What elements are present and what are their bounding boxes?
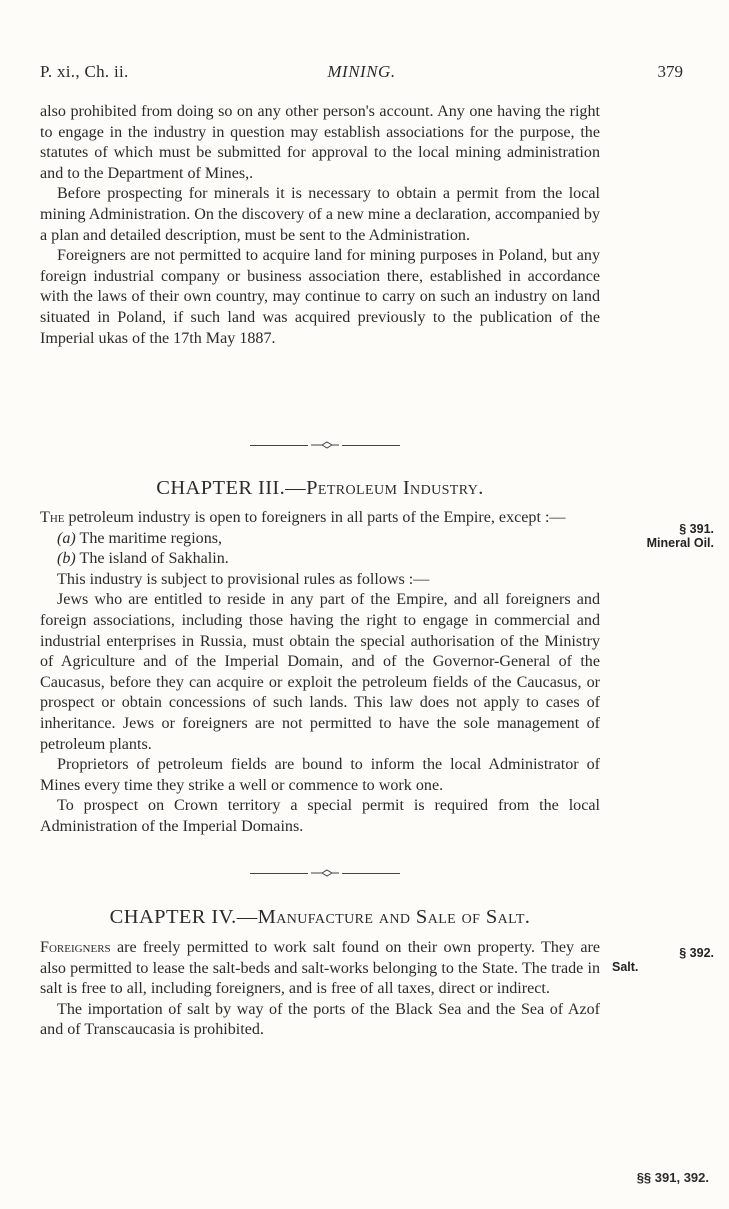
- section-number: § 391.: [679, 522, 714, 536]
- part-chapter-reference: P. xi., Ch. ii.: [40, 62, 129, 81]
- paragraph: Proprietors of petroleum fields are bound to inform the local Administrator of Mines every time they strike a well or commence to work one.: [40, 756, 600, 794]
- chapter-3-heading: [40, 477, 600, 500]
- section-number: § 392.: [679, 946, 714, 960]
- petroleum-industry-text: [40, 508, 600, 838]
- margin-note-392: [606, 946, 714, 974]
- list-item-text: The island of Sakhalin.: [75, 550, 229, 568]
- intro-text: are freely permitted to work salt found on their own property. They are also permitted to lease the salt-beds and salt-works belonging to the State. The trade in salt is free to all, including foreigners, and is free of all taxes, direct or indirect.: [40, 939, 600, 998]
- list-item: [40, 549, 600, 570]
- running-title: MINING.: [327, 62, 396, 81]
- chapter-4-intro: [40, 938, 600, 1000]
- chapter-3-intro: [40, 508, 600, 529]
- lead-word: The: [40, 509, 65, 526]
- intro-text: petroleum industry is open to foreigners in all parts of the Empire, except :—: [64, 509, 566, 526]
- paragraph: The importation of salt by way of the ports of the Black Sea and the Sea of Azof and of Transcaucasia is prohibited.: [40, 1000, 600, 1039]
- lead-word: Foreigners: [40, 939, 111, 956]
- list-item-text: The maritime regions,: [75, 529, 223, 547]
- footer-section-references: §§ 391, 392.: [636, 1170, 709, 1185]
- section-divider: [250, 440, 400, 452]
- paragraph: also prohibited from doing so on any other person's account. Any one having the right to engage in the industry in question may establish associations for the purpose, the statutes of which must be submitted for approval to the local mining administration and to the Department of Mines,.: [40, 103, 600, 182]
- paragraph: Before prospecting for minerals it is necessary to obtain a permit from the local mining Administration. On the discovery of a new mine a declaration, accompanied by a plan and detailed description, must be sent to the Administration.: [40, 185, 600, 244]
- section-label: Salt.: [612, 960, 639, 974]
- section-label: Mineral Oil.: [646, 536, 714, 550]
- divider-ornament-icon: [310, 440, 340, 450]
- page-number: 379: [657, 62, 683, 81]
- paragraph: This industry is subject to provisional rules as follows :—: [57, 570, 430, 588]
- running-header: [40, 62, 683, 86]
- paragraph: Jews who are entitled to reside in any part of the Empire, and all foreigners and foreign associations, including those having the right to engage in commercial and industrial enterprises in Russia, must obtain the special authorisation of the Ministry of Agriculture and of the Imperial Domain, and of the Governor-General of the Caucasus, before they can acquire or exploit the petroleum fields of the Caucasus, or prospect or obtain concessions of such lands. This law does not apply to cases of inheritance. Jews or foreigners are not permitted to have the sole management of petroleum plants.: [40, 591, 600, 753]
- chapter-3-number: CHAPTER III.—: [156, 477, 307, 499]
- paragraph: Foreigners are not permitted to acquire land for mining purposes in Poland, but any foreign industrial company or business association there, established in accordance with the laws of their own country, may continue to carry on such an industry on land situated in Poland, if such land was acquired previously to the publication of the Imperial ukas of the 17th May 1887.: [40, 247, 600, 347]
- chapter-3-title: Petroleum Industry.: [306, 477, 484, 499]
- salt-text: [40, 938, 600, 1041]
- list-item-label: (a): [57, 529, 76, 547]
- margin-note-391: [606, 522, 714, 550]
- chapter-4-heading: [40, 906, 600, 929]
- chapter-4-title: Manufacture and Sale of Salt.: [257, 906, 531, 928]
- list-item-label: (b): [57, 550, 76, 568]
- section-divider: [250, 868, 400, 880]
- chapter-4-number: CHAPTER IV.—: [109, 906, 258, 928]
- divider-ornament-icon: [310, 868, 340, 878]
- mining-continuation-text: [40, 102, 600, 349]
- list-item: [40, 529, 600, 550]
- paragraph: To prospect on Crown territory a special permit is required from the local Administration of the Imperial Domains.: [40, 797, 600, 835]
